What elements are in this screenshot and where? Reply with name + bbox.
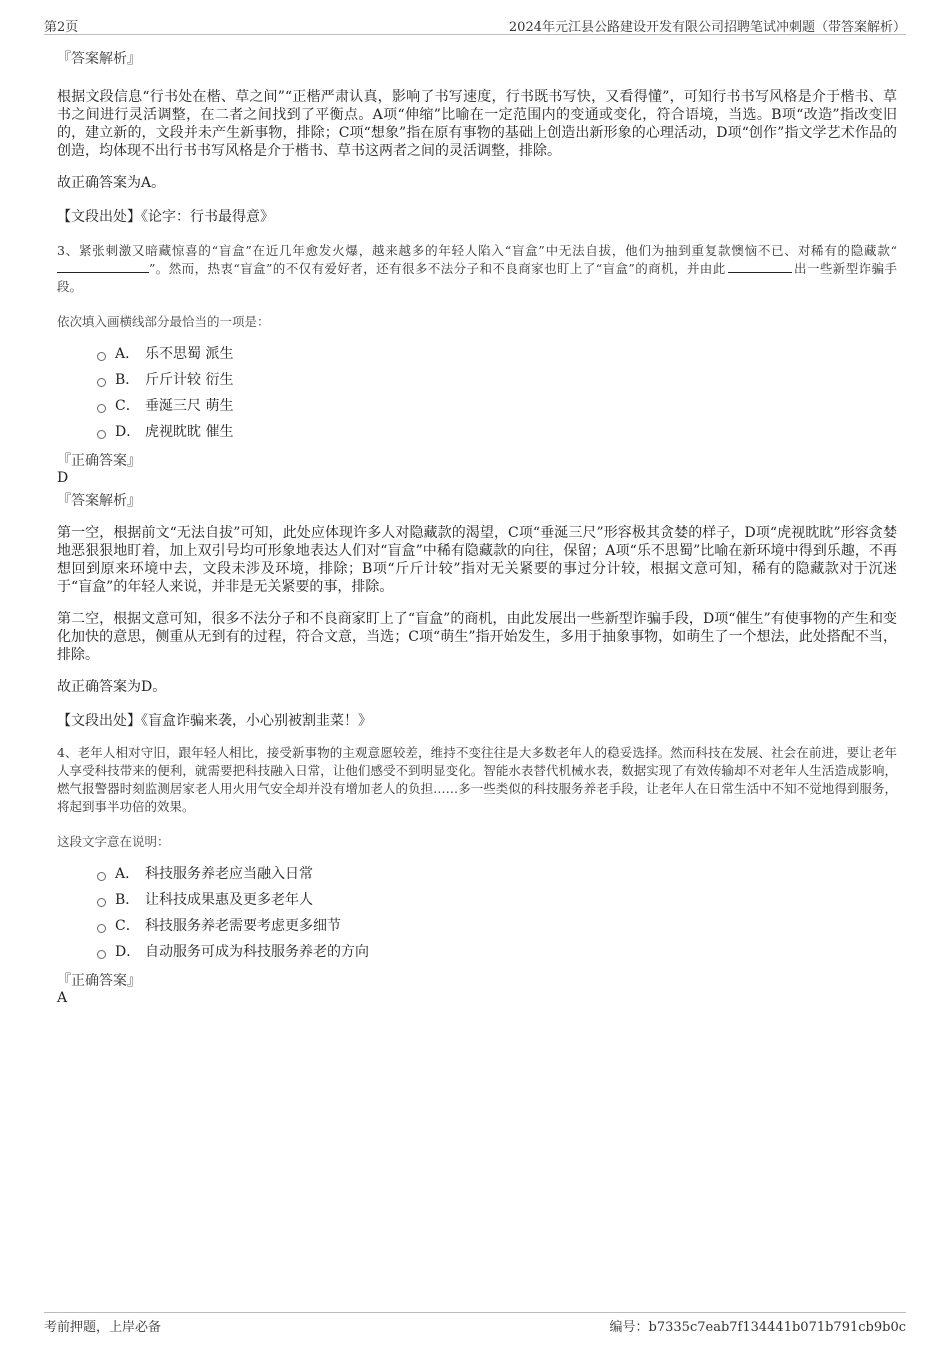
q3-text-c: 出一些新型诈骗手段。 [57, 261, 897, 294]
q3-option-c[interactable] [97, 392, 897, 418]
q3-option-b[interactable] [97, 366, 897, 392]
option-letter: C． [115, 918, 140, 934]
q3-options [97, 340, 897, 444]
q3-source: 【文段出处】《盲盒诈骗来袭，小心别被割韭菜！》 [57, 713, 372, 729]
option-text: 乐不思蜀 派生 [145, 346, 234, 362]
q3-blank-1 [57, 260, 149, 273]
q2-analysis-label: 『答案解析』 [57, 51, 141, 67]
q2-source: 【文段出处】《论字：行书最得意》 [57, 209, 274, 225]
q3-answer: D [57, 470, 69, 486]
q4-options [97, 860, 897, 964]
option-text: 斤斤计较 衍生 [145, 372, 234, 388]
q3-answer-label: 『正确答案』 [57, 453, 141, 469]
q4-question-text: 4、老年人相对守旧，跟年轻人相比，接受新事物的主观意愿较差，维持不变往往是大多数老年人的稳妥选择。然而科技在发展、社会在前进，要让老年人享受科技带来的便利，就需要把科技融入日常，让他们感受不到明显变化。智能水表替代机械水表，数据实现了有效传输却不对老年人生活造成影响，燃气报警器时刻监测居家老人用火用气安全却并没有增加老人的负担……多一些类似的科技服务养老手段，让老年人在日常生活中不知不觉地得到服务，将起到事半功倍的效果。 [57, 745, 897, 814]
q4-prompt: 这段文字意在说明： [57, 834, 170, 849]
q3-option-d[interactable] [97, 418, 897, 444]
page-header [44, 14, 906, 35]
q3-analysis-2: 第二空，根据文意可知，很多不法分子和不良商家盯上了“盲盒”的商机，由此发展出一些新型诈骗手段，D项“催生”有使事物的产生和变化加快的意思，侧重从无到有的过程，符合文意，当选；C项“萌生”指开始发生，多用于抽象事物，如萌生了一个想法，此处搭配不当，排除。 [57, 611, 897, 663]
q4-option-a[interactable] [97, 860, 897, 886]
radio-icon[interactable] [97, 430, 106, 439]
radio-icon[interactable] [97, 378, 106, 387]
radio-icon[interactable] [97, 352, 106, 361]
radio-icon[interactable] [97, 924, 106, 933]
q3-blank-2 [728, 260, 792, 273]
option-text: 科技服务养老需要考虑更多细节 [145, 918, 341, 934]
q2-analysis: 根据文段信息“行书处在楷、草之间”“正楷严肃认真，影响了书写速度，行书既书写快，又看得懂”，可知行书书写风格是介于楷书、草书之间进行灵活调整，在二者之间找到了平衡点。A项“伸缩”比喻在一定范围内的变通或变化，符合语境，当选。B项“改造”指改变旧的，建立新的，文段并未产生新事物，排除；C项“想象”指在原有事物的基础上创造出新形象的心理活动，D项“创作”指文学艺术作品的创造，均体现不出行书书写风格是介于楷书、草书这两者之间的灵活调整，排除。 [57, 89, 897, 159]
q3-text-a: 3、紧张刺激又暗藏惊喜的“盲盒”在近几年愈发火爆，越来越多的年轻人陷入“盲盒”中无法自拔，他们为抽到重复款懊恼不已、对稀有的隐藏款“ [57, 243, 897, 258]
q4-option-d[interactable] [97, 938, 897, 964]
q4-option-c[interactable] [97, 912, 897, 938]
radio-icon[interactable] [97, 872, 106, 881]
q3-option-a[interactable] [97, 340, 897, 366]
option-text: 让科技成果惠及更多老年人 [145, 892, 313, 908]
page-content [57, 44, 897, 1006]
q4-option-b[interactable] [97, 886, 897, 912]
q3-text-b: ”。然而，热衷“盲盒”的不仅有爱好者，还有很多不法分子和不良商家也盯上了“盲盒”的商机，并由此 [149, 261, 726, 276]
option-letter: C． [115, 398, 140, 414]
option-letter: B． [115, 892, 140, 908]
option-letter: A． [115, 346, 140, 362]
q2-conclusion: 故正确答案为A。 [57, 175, 166, 191]
option-text: 自动服务可成为科技服务养老的方向 [145, 944, 369, 960]
q3-conclusion: 故正确答案为D。 [57, 679, 167, 695]
q4-answer-label: 『正确答案』 [57, 973, 141, 989]
footer-slogan: 考前押题，上岸必备 [44, 1320, 162, 1335]
q4-answer: A [57, 990, 68, 1006]
q3-analysis-label: 『答案解析』 [57, 493, 141, 509]
option-letter: D． [115, 944, 141, 960]
page-number: 第2页 [44, 20, 79, 35]
q3-question-text [57, 242, 897, 296]
document-title: 2024年元江县公路建设开发有限公司招聘笔试冲刺题（带答案解析） [508, 20, 906, 35]
q3-prompt: 依次填入画横线部分最恰当的一项是： [57, 314, 270, 329]
option-text: 虎视眈眈 催生 [145, 424, 234, 440]
radio-icon[interactable] [97, 950, 106, 959]
radio-icon[interactable] [97, 898, 106, 907]
document-id: 编号：b7335c7eab7f134441b071b791cb9b0c [609, 1320, 906, 1335]
page-footer [44, 1312, 906, 1333]
option-letter: D． [115, 424, 141, 440]
q3-analysis-1: 第一空，根据前文“无法自拔”可知，此处应体现许多人对隐藏款的渴望，C项“垂涎三尺”形容极其贪婪的样子，D项“虎视眈眈”形容贪婪地恶狠狠地盯着，加上双引号均可形象地表达人们对“盲盒”中稀有隐藏款的向往，保留；A项“乐不思蜀”比喻在新环境中得到乐趣，不再想回到原来环境中去，文段未涉及环境，排除；B项“斤斤计较”指对无关紧要的事过分计较，根据文意可知，稀有的隐藏款对于沉迷于“盲盒”的年轻人来说，并非是无关紧要的事，排除。 [57, 525, 897, 595]
option-letter: A． [115, 866, 140, 882]
option-text: 垂涎三尺 萌生 [145, 398, 234, 414]
option-letter: B． [115, 372, 140, 388]
radio-icon[interactable] [97, 404, 106, 413]
option-text: 科技服务养老应当融入日常 [145, 866, 313, 882]
